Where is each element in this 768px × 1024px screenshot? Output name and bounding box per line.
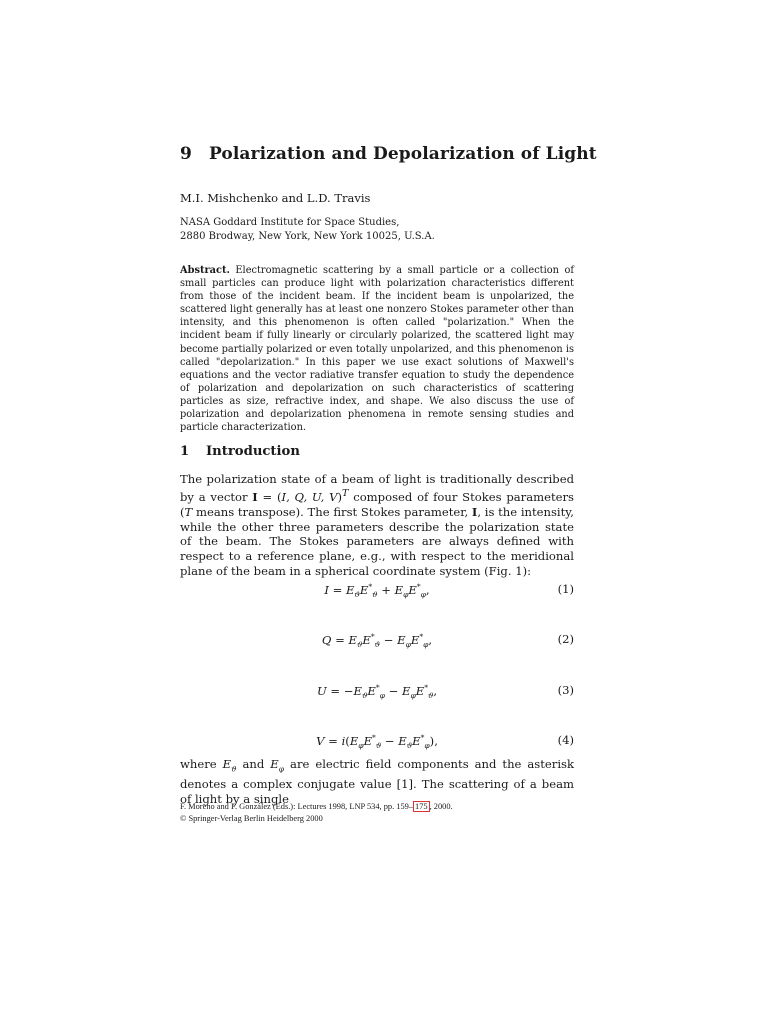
authors: M.I. Mishchenko and L.D. Travis xyxy=(180,191,371,205)
equation-4-body: $V = i(E_\varphi E^*_ϑ - E_ϑE^*_\varphi)$, xyxy=(316,733,438,751)
intro-text: The polarization state of a beam of light is traditionally described by a vector xyxy=(180,472,574,504)
footer-line-2: © Springer-Verlag Berlin Heidelberg 2000 xyxy=(180,814,323,823)
intro-text: where xyxy=(180,757,223,771)
equation-1-number: (1) xyxy=(557,582,574,596)
equation-1 xyxy=(180,582,574,598)
intro-text: are electric field components and the asterisk denotes a complex conjugate value [1]. The scattering of a beam of light by a single xyxy=(180,757,574,807)
equation-3-number: (3) xyxy=(557,683,574,697)
equation-4-number: (4) xyxy=(557,733,574,747)
affiliation-line-2: 2880 Brodway, New York, New York 10025, U.S.A. xyxy=(180,230,435,242)
equation-2-body: $Q = E_ϑE^*_ϑ - E_\varphi E^*_\varphi$, xyxy=(321,632,433,650)
intro-text: , is the intensity, while the other three parameters describe the polarization state of the beam. The Stokes parameters are always defined with respect to a reference plane, e.g., with respect to the meridional plane of the beam in a spherical coordinate system (Fig. 1): xyxy=(180,504,574,579)
footer-text: , 2000. xyxy=(429,802,453,811)
affiliation-line-1: NASA Goddard Institute for Space Studies, xyxy=(180,217,400,228)
section-number: 1 xyxy=(180,444,190,459)
stokes-vector-math: I = (I, Q, U, V)$^T$ xyxy=(252,487,349,504)
chapter-title-text: Polarization and Depolarization of Light xyxy=(209,144,597,164)
intro-text: composed of four Stokes parameters ( xyxy=(180,489,575,519)
abstract-label: Abstract. xyxy=(180,265,230,276)
abstract-text: Electromagnetic scattering by a small particle or a collection of small particles can produce light with polarization characteristics different from those of the incident beam. If the incident beam is unpolarized, the scattered light generally has at least one nonzero Stokes parameter other than intensity, and this phenomenon is often called "polarization." When the incident beam if fully linearly or circularly polarized, the scattered light may become partially polarized or even totally unpolarized, and this phenomenon is called "depolarization." In this paper we use exact solutions of Maxwell's equations and the vector radiative transfer equation to study the dependence of polarization and depolarization on such characteristics of scattering particles as size, refractive index, and shape. We also discuss the use of polarization and depolarization phenomena in remote sensing studies and particle characterization. xyxy=(180,265,574,434)
chapter-title xyxy=(180,144,597,164)
affiliation xyxy=(180,216,435,243)
equation-3 xyxy=(180,683,574,699)
abstract xyxy=(180,264,574,434)
footer-line-1 xyxy=(180,801,453,813)
page-link[interactable]: 175 xyxy=(415,802,428,811)
footer-citation xyxy=(180,801,453,825)
footer-text: F. Moreno and F. González (Eds.): Lectures 1998, LNP 534, pp. 159– xyxy=(180,802,414,811)
equation-4 xyxy=(180,733,574,749)
transpose-symbol: T xyxy=(184,504,193,519)
section-heading xyxy=(180,444,300,459)
equation-3-body: $U = -E_ϑE^*_\varphi - E_\varphi E^*_ϑ$, xyxy=(316,683,438,701)
chapter-number: 9 xyxy=(180,144,192,164)
intro-paragraph-2 xyxy=(180,757,574,807)
intro-text: means transpose). The first Stokes parameter, xyxy=(192,504,472,519)
intro-paragraph xyxy=(180,472,574,579)
e-phi-symbol: $E_\varphi$ xyxy=(270,757,285,774)
equation-2 xyxy=(180,632,574,648)
equation-2-number: (2) xyxy=(557,632,574,646)
intro-text: and xyxy=(236,757,271,771)
equation-1-body: $I = E_ϑE^*_ϑ + E_\varphi E^*_\varphi$, xyxy=(324,582,430,600)
section-title-text: Introduction xyxy=(206,444,300,459)
e-theta-symbol: $E_ϑ$ xyxy=(222,757,237,774)
intensity-symbol: I xyxy=(471,504,478,519)
